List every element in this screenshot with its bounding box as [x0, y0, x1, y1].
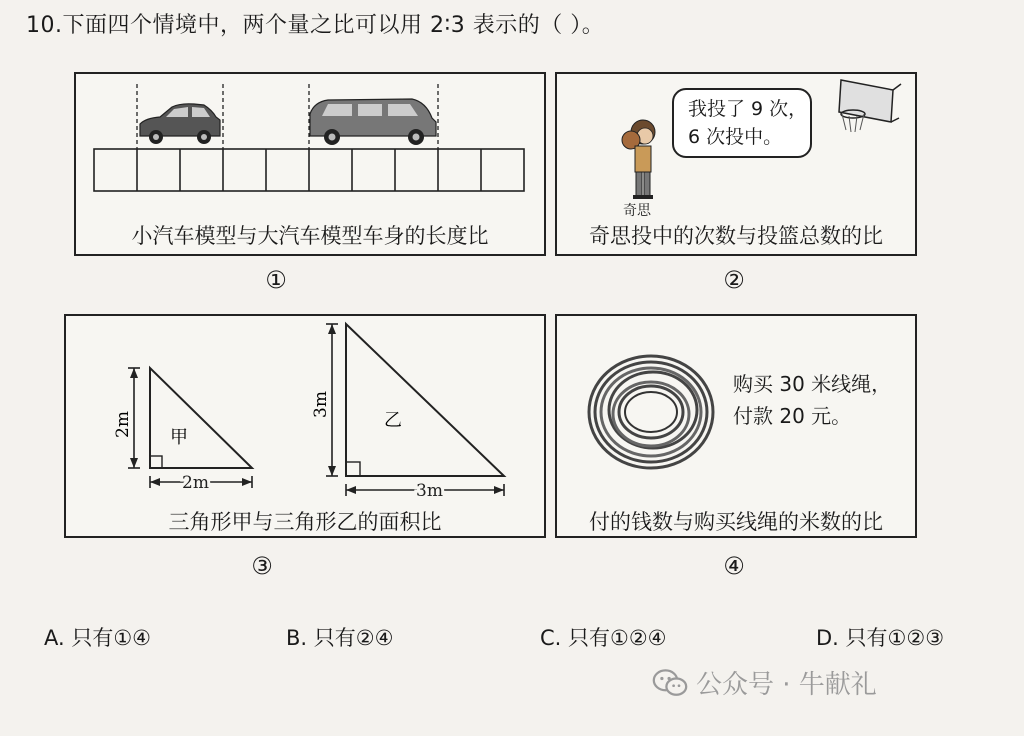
triangle-b-label: 乙	[384, 410, 402, 431]
option-c-text: 只有①②④	[568, 626, 667, 650]
panel-2-caption: 奇思投中的次数与投篮总数的比	[589, 224, 883, 248]
panel-triangles	[64, 314, 546, 538]
car-icon	[140, 104, 220, 144]
triangle-a	[150, 368, 252, 468]
speech-line-2: 6 次投中。	[688, 126, 783, 148]
panel-2-number: ②	[723, 266, 745, 294]
option-c-label: C.	[540, 626, 562, 650]
panel-basketball	[555, 72, 917, 256]
panel-rope	[555, 314, 917, 538]
option-d[interactable]	[816, 622, 944, 652]
watermark	[652, 664, 877, 701]
car-ruler-figure	[76, 74, 544, 214]
rope-text-line-1: 购买 30 米线绳，	[733, 372, 892, 396]
option-a[interactable]	[44, 622, 151, 652]
rope-text	[733, 368, 891, 432]
wechat-icon	[652, 668, 688, 698]
option-d-text: 只有①②③	[845, 626, 945, 650]
option-a-label: A.	[44, 626, 65, 650]
option-c[interactable]	[540, 622, 667, 652]
panel-1-caption: 小汽车模型与大汽车模型车身的长度比	[131, 224, 489, 248]
rope-text-line-2: 付款 20 元。	[733, 404, 852, 428]
triangle-a-height-label: 2m	[113, 411, 133, 438]
option-d-label: D.	[816, 626, 839, 650]
van-icon	[310, 99, 436, 145]
watermark-text: 公众号 · 牛献礼	[696, 670, 877, 700]
option-a-text: 只有①④	[71, 626, 152, 650]
rope-coil-icon	[579, 344, 729, 484]
triangle-b-height-label: 3m	[311, 391, 331, 418]
option-b-text: 只有②④	[313, 626, 394, 650]
panel-4-caption: 付的钱数与购买线绳的米数的比	[589, 510, 883, 534]
basketball-hoop-icon	[835, 76, 905, 140]
triangle-b-base-label: 3m	[416, 481, 443, 501]
panel-3-caption: 三角形甲与三角形乙的面积比	[168, 510, 442, 534]
triangle-b	[346, 324, 504, 476]
triangles-figure	[66, 316, 544, 506]
panel-4-number: ④	[723, 552, 745, 580]
panel-1-number: ①	[265, 266, 287, 294]
speech-bubble	[672, 88, 812, 158]
triangle-a-label: 甲	[170, 427, 188, 448]
question-text: 10.下面四个情境中，两个量之比可以用 2∶3 表示的（ ）。	[26, 13, 605, 38]
triangle-a-base-label: 2m	[182, 473, 209, 493]
panel-car-models	[74, 72, 546, 256]
character-label: 奇思	[623, 203, 651, 219]
panel-3-number: ③	[251, 552, 273, 580]
option-b[interactable]	[286, 622, 393, 652]
option-b-label: B.	[286, 626, 308, 650]
ruler-grid	[94, 149, 524, 191]
speech-line-1: 我投了 9 次，	[688, 98, 808, 120]
